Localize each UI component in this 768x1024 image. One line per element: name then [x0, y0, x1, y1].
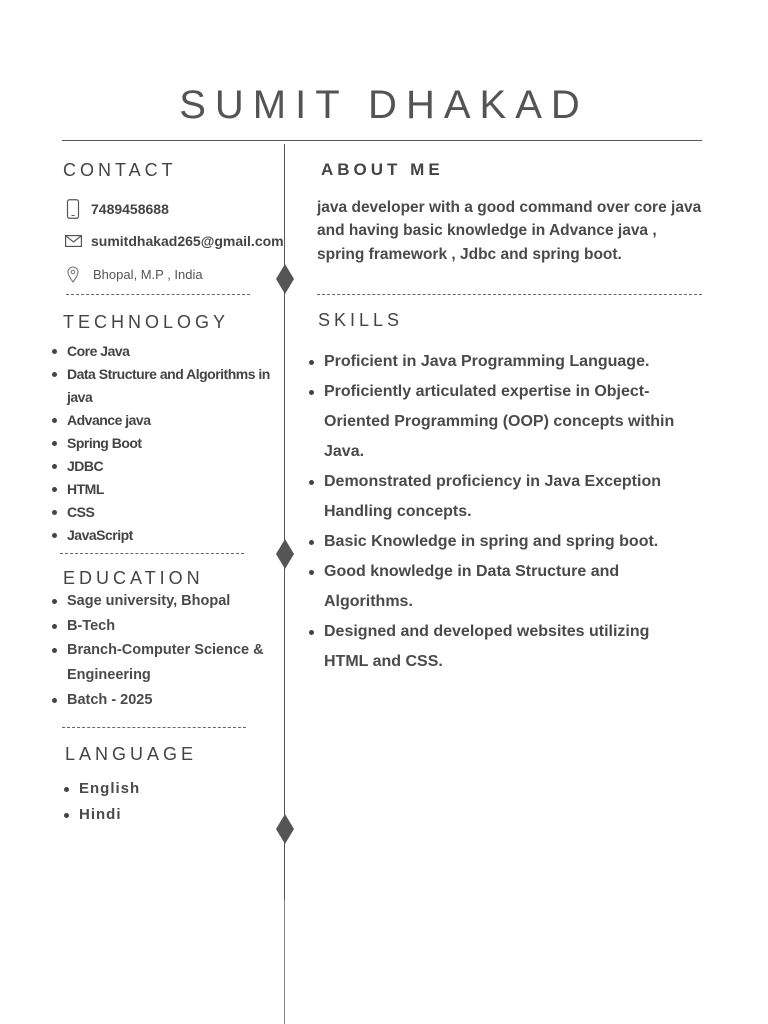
email-address[interactable]: sumitdhakad265@gmail.com — [91, 233, 284, 249]
skills-heading: SKILLS — [318, 310, 404, 330]
list-item: JDBC — [50, 455, 272, 478]
list-item: Data Structure and Algorithms in java — [50, 363, 272, 409]
header-divider — [62, 140, 702, 141]
resume-name: SUMIT DHAKAD — [179, 82, 589, 127]
diamond-marker — [276, 264, 294, 294]
about-divider — [317, 294, 702, 295]
list-item: HTML — [50, 478, 272, 501]
technology-heading: TECHNOLOGY — [63, 312, 230, 332]
diamond-marker — [276, 814, 294, 844]
education-list — [50, 589, 272, 713]
list-item: Batch - 2025 — [50, 688, 272, 713]
phone-icon — [64, 200, 82, 218]
phone-number: 7489458688 — [91, 201, 169, 217]
technology-divider — [60, 553, 244, 554]
about-text: java developer with a good command over core java and having basic knowledge in Advance java , spring framework , Jdbc and spring boot. — [317, 199, 702, 263]
list-item: Proficiently articulated expertise in Object-Oriented Programming (OOP) concepts within Java. — [307, 377, 697, 467]
list-item: Designed and developed websites utilizing HTML and CSS. — [307, 617, 697, 677]
contact-divider — [66, 294, 250, 295]
list-item: CSS — [50, 501, 272, 524]
contact-phone — [64, 200, 169, 218]
education-heading: EDUCATION — [63, 568, 204, 588]
list-item: Spring Boot — [50, 432, 272, 455]
list-item: Hindi — [62, 802, 262, 828]
contact-location — [64, 265, 203, 283]
mail-icon — [64, 232, 82, 250]
list-item: JavaScript — [50, 524, 272, 547]
list-item: Sage university, Bhopal — [50, 589, 272, 614]
list-item: Core Java — [50, 340, 272, 363]
list-item: Proficient in Java Programming Language. — [307, 347, 697, 377]
education-divider — [62, 727, 246, 728]
vertical-divider-lower — [284, 900, 285, 1024]
contact-email — [64, 232, 284, 250]
language-list — [62, 776, 262, 828]
list-item: Advance java — [50, 409, 272, 432]
list-item: Good knowledge in Data Structure and Algorithms. — [307, 557, 697, 617]
location-pin-icon — [64, 265, 82, 283]
language-heading: LANGUAGE — [65, 744, 198, 764]
skills-list — [307, 347, 697, 677]
list-item: English — [62, 776, 262, 802]
list-item: Demonstrated proficiency in Java Exception Handling concepts. — [307, 467, 697, 527]
list-item: B-Tech — [50, 614, 272, 639]
list-item: Branch-Computer Science & Engineering — [50, 638, 272, 687]
about-heading: ABOUT ME — [321, 160, 444, 179]
list-item: Basic Knowledge in spring and spring boot. — [307, 527, 697, 557]
contact-heading: CONTACT — [63, 160, 177, 180]
location-text: Bhopal, M.P , India — [93, 266, 203, 282]
technology-list — [50, 340, 272, 547]
diamond-marker — [276, 539, 294, 569]
